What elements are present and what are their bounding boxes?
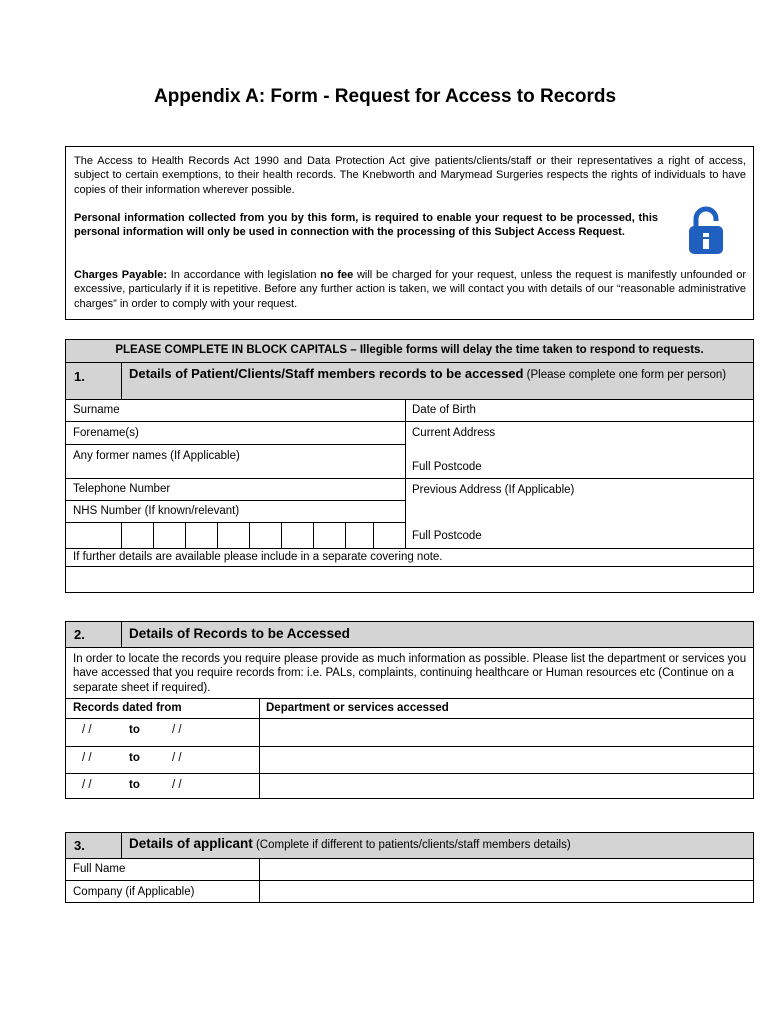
page-title: Appendix A: Form - Request for Access to Records bbox=[153, 86, 617, 107]
date-to-3[interactable]: / / bbox=[172, 779, 182, 791]
to-label-3: to bbox=[129, 779, 140, 791]
section-applicant-details bbox=[65, 832, 754, 903]
to-label-2: to bbox=[129, 752, 140, 764]
col-department: Department or services accessed bbox=[266, 702, 449, 714]
date-range-row-3[interactable] bbox=[66, 773, 753, 799]
section1-heading bbox=[129, 367, 749, 382]
former-names-label: Any former names (If Applicable) bbox=[73, 450, 240, 462]
full-postcode-label: Full Postcode bbox=[412, 461, 482, 473]
section1-note: (Please complete one form per person) bbox=[523, 369, 727, 381]
charges-paragraph bbox=[74, 268, 746, 311]
further-details-label: If further details are available please include in a separate covering note. bbox=[73, 551, 443, 563]
section2-instructions: In order to locate the records you require please provide as much information as possible. Please list the department or services you have accessed that you require records from: i.e. PALs, complaints, continuing healthcare or Human resources etc (Continue on a separate sheet if required). bbox=[73, 653, 747, 694]
section3-header bbox=[66, 833, 753, 858]
nhs-number-boxes[interactable] bbox=[66, 522, 405, 549]
date-from-1[interactable]: / / bbox=[82, 724, 92, 736]
charges-label: Charges Payable: bbox=[74, 269, 167, 281]
date-to-2[interactable]: / / bbox=[172, 752, 182, 764]
phone-nhs-row bbox=[66, 478, 753, 548]
surname-label: Surname bbox=[73, 404, 120, 416]
previous-address-label: Previous Address (If Applicable) bbox=[412, 484, 575, 496]
surname-row bbox=[66, 399, 753, 421]
col-dated-from: Records dated from bbox=[73, 702, 182, 714]
section-patient-details bbox=[65, 339, 754, 593]
section-records-details bbox=[65, 621, 754, 799]
section2-number: 2. bbox=[74, 627, 85, 642]
section2-instructions-row bbox=[66, 647, 753, 698]
company-row bbox=[66, 880, 753, 903]
no-fee-text: no fee bbox=[320, 269, 354, 281]
further-details-row bbox=[66, 548, 753, 566]
intro-paragraph: The Access to Health Records Act 1990 and Data Protection Act give patients/clients/staff or their representatives a right of access, subject to certain exemptions, to their health records. The Knebworth and Marymead Surgeries respects the rights of individuals to have copies of their information wherever possible. bbox=[74, 155, 746, 196]
date-range-row-1[interactable] bbox=[66, 718, 753, 746]
charges-text-1: In accordance with legislation bbox=[167, 269, 321, 281]
section2-title: Details of Records to be Accessed bbox=[129, 626, 350, 641]
section3-title: Details of applicant bbox=[129, 836, 253, 851]
section3-heading bbox=[129, 837, 749, 852]
date-from-2[interactable]: / / bbox=[82, 752, 92, 764]
section3-number: 3. bbox=[74, 838, 85, 853]
telephone-label: Telephone Number bbox=[73, 483, 171, 495]
padlock-icon bbox=[688, 206, 724, 256]
full-name-label: Full Name bbox=[73, 863, 126, 875]
forenames-label: Forename(s) bbox=[73, 427, 139, 439]
full-name-row bbox=[66, 858, 753, 880]
current-address-label: Current Address bbox=[412, 427, 496, 439]
date-to-1[interactable]: / / bbox=[172, 724, 182, 736]
date-from-3[interactable]: / / bbox=[82, 779, 92, 791]
to-label-1: to bbox=[129, 724, 140, 736]
charges-text-2: will be charged for your request, unless the request is manifestly unfounded or excessive, particularly if it is repetitive. Before any further action is taken, we will contact you with details of our “reasonable administrative charges” in order to comply with your request. bbox=[74, 269, 746, 310]
date-range-row-2[interactable] bbox=[66, 746, 753, 773]
section3-note: (Complete if different to patients/clients/staff members details) bbox=[252, 839, 571, 851]
section1-number: 1. bbox=[74, 369, 85, 384]
name-address-row bbox=[66, 421, 753, 486]
section1-header bbox=[66, 362, 753, 399]
company-field[interactable] bbox=[260, 881, 753, 903]
section1-title: Details of Patient/Clients/Staff members records to be accessed bbox=[129, 366, 524, 381]
block-capitals-banner bbox=[66, 340, 753, 362]
full-postcode-label-2: Full Postcode bbox=[412, 530, 482, 542]
section2-header bbox=[66, 622, 753, 647]
intro-box bbox=[65, 146, 754, 320]
records-table-header bbox=[66, 698, 753, 718]
full-name-field[interactable] bbox=[260, 859, 753, 880]
further-details-field[interactable] bbox=[66, 566, 753, 593]
dob-label: Date of Birth bbox=[412, 404, 476, 416]
nhs-number-label: NHS Number (If known/relevant) bbox=[73, 505, 240, 517]
banner-text: PLEASE COMPLETE IN BLOCK CAPITALS – Illegible forms will delay the time taken to respond to requests. bbox=[115, 344, 704, 356]
privacy-notice: Personal information collected from you by this form, is required to enable your request to be processed, this personal information will only be used in connection with the processing of this Subject Access Request. bbox=[74, 212, 658, 239]
company-label: Company (if Applicable) bbox=[73, 886, 195, 898]
